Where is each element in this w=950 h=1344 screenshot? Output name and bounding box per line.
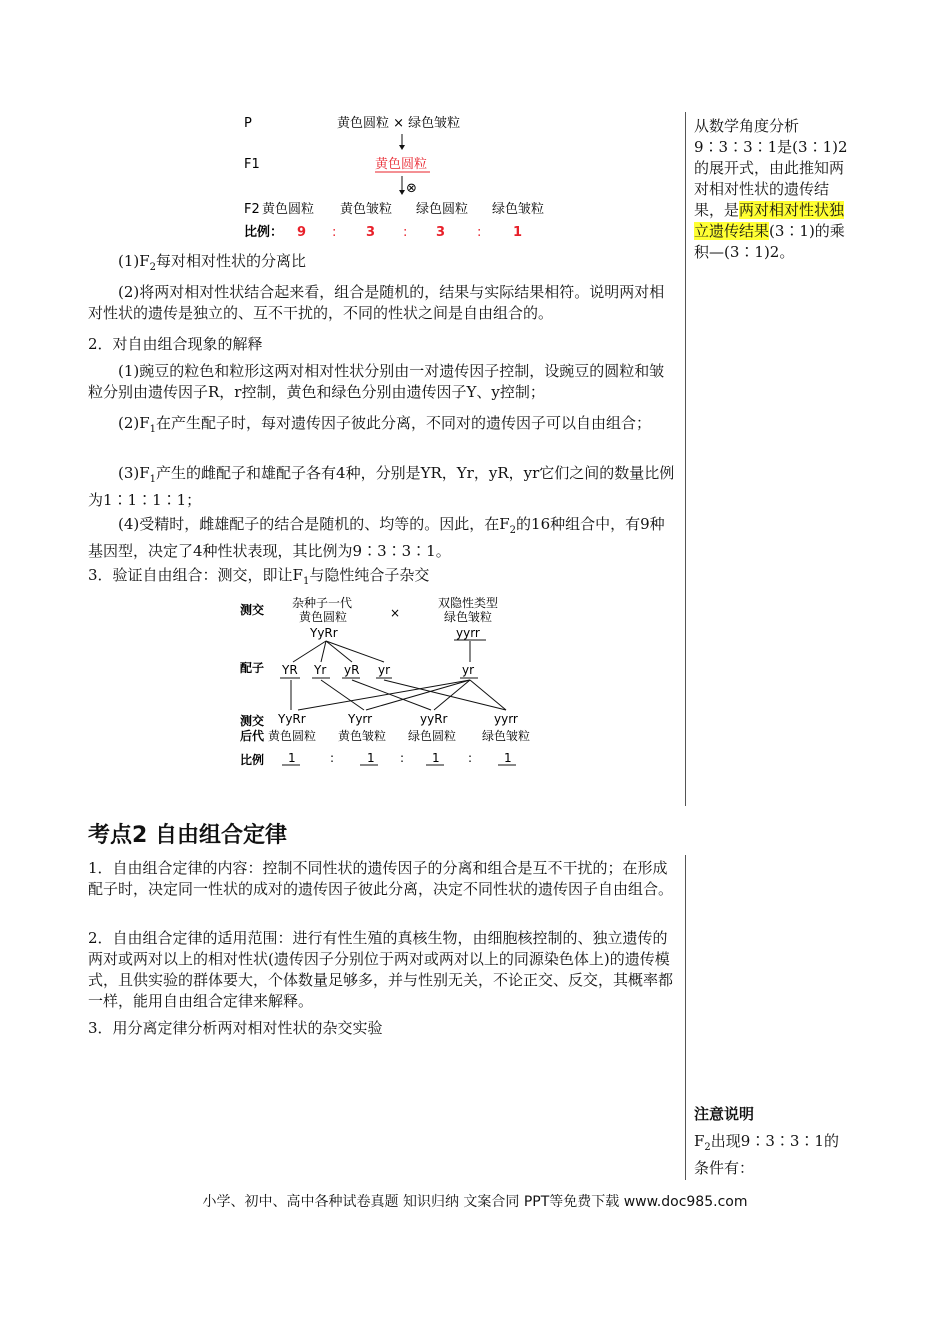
tc-gamete-yR: yR [344, 663, 360, 677]
section-2-title: 2．对自由组合现象的解释 [88, 335, 263, 353]
svg-text::: : [332, 225, 337, 240]
tc-phenotype-4: 绿色皱粒 [482, 729, 531, 743]
para-explain-2: $(2)F_1$在产生配子时，每对遗传因子彼此分离，不同对的遗传因子可以自由组合； [118, 414, 652, 435]
tc-ratio-2: 1 [367, 751, 375, 765]
p-cross: 黄色圆粒 × 绿色皱粒 [337, 116, 461, 131]
ratio-3b: 3 [436, 225, 446, 240]
sidebar-line-5: 果，是两对相对性状独 [694, 201, 845, 219]
svg-text::: : [330, 751, 335, 765]
tc-cross-label: 测交 [240, 603, 265, 617]
ratio-9: 9 [297, 225, 307, 240]
section-3-title: 3．验证自由组合：测交，即让$F_1$与隐性纯合子杂交 [88, 566, 430, 587]
sidebar-line-2: 9∶3∶3∶1是(3∶1)2 [694, 138, 848, 156]
tc-parent1-genotype: YyRr [310, 626, 338, 640]
svg-text::: : [400, 751, 405, 765]
tc-parent2-line1: 双隐性类型 [438, 596, 499, 610]
sidebar-attention-heading: 注意说明 [694, 1105, 755, 1123]
ratio-label: 比例： [244, 225, 284, 240]
sidebar-highlight-1: 两对相对性状独 [739, 201, 845, 219]
sidebar-divider-bottom [685, 855, 686, 1180]
tc-parent1-line2: 黄色圆粒 [299, 610, 348, 624]
f2-item-2: 黄色皱粒 [340, 202, 393, 217]
tc-genotype-1: YyRr [278, 712, 306, 726]
p-label: P [244, 116, 252, 131]
para-f2-ratio: $(1)F_2$每对相对性状的分离比 [118, 252, 307, 273]
para-explain-1: (1)豌豆的粒色和粒形这两对相对性状分别由一对遗传因子控制，设豌豆的圆粒和皱粒分别由遗传因子R，r控制，黄色和绿色分别由遗传因子Y、y控制； [88, 362, 665, 401]
f2-label: F2 [244, 202, 260, 217]
para-combination: (2)将两对相对性状结合起来看，组合是随机的，结果与实际结果相符。说明两对相对性状的遗传是独立的、互不干扰的，不同的性状之间是自由组合的。 [88, 283, 665, 322]
tc-offspring-label-1: 测交 [240, 714, 265, 728]
testcross-figure [236, 592, 546, 772]
tc-ratio-label: 比例 [240, 753, 265, 767]
tc-parent2-line2: 绿色皱粒 [444, 610, 493, 624]
tc-phenotype-3: 绿色圆粒 [408, 729, 457, 743]
sidebar-line-4: 对相对性状的遗传结 [694, 180, 830, 198]
section-heading-independent-assortment: 考点2 自由组合定律 [88, 823, 287, 848]
sidebar-line-3: 的展开式，由此推知两 [694, 159, 845, 177]
sidebar-line-6: 立遗传结果(3∶1)的乘 [694, 222, 845, 240]
dihybrid-cross-figure [240, 112, 570, 242]
tc-ratio-4: 1 [504, 751, 512, 765]
ratio-3a: 3 [366, 225, 376, 240]
tc-gamete-Yr: Yr [314, 663, 327, 677]
svg-text::: : [477, 225, 482, 240]
f2-item-4: 绿色皱粒 [492, 202, 545, 217]
tc-gamete-label: 配子 [240, 661, 265, 675]
page-footer: 小学、初中、高中各种试卷真题 知识归纳 文案合同 PPT等免费下载 www.doc985.com [202, 1194, 748, 1210]
sidebar-line-1: 从数学角度分析 [694, 117, 800, 135]
sidebar-highlight-2: 立遗传结果 [694, 222, 770, 240]
f1-label: F1 [244, 157, 260, 172]
svg-text::: : [468, 751, 473, 765]
tc-ratio-3: 1 [432, 751, 440, 765]
ratio-1: 1 [513, 225, 523, 240]
sidebar-divider-top [685, 112, 686, 806]
tc-phenotype-2: 黄色皱粒 [338, 729, 387, 743]
para-segregation-analysis: 3．用分离定律分析两对相对性状的杂交实验 [88, 1019, 383, 1037]
self-symbol: ⊗ [406, 181, 417, 196]
sidebar-attention-line-2: 条件有： [694, 1159, 755, 1177]
tc-genotype-2: Yyrr [348, 712, 373, 726]
para-explain-3: $(3)F_1$产生的雌配子和雄配子各有4种，分别是YR，Yr，yR，yr它们之间的数量比例为1∶1∶1∶1； [88, 464, 675, 509]
tc-ratio-1: 1 [288, 751, 296, 765]
para-law-scope: 2．自由组合定律的适用范围：进行有性生殖的真核生物，由细胞核控制的、独立遗传的两对或两对以上的相对性状(遗传因子分别位于两对或两对以上的同源染色体上)的遗传模式，且供实验的群体要大，个体数量足够多，并与性别无关，不论正交、反交，其概率都一样，能用自由组合定律来解释。 [88, 929, 674, 1010]
tc-genotype-4: yyrr [494, 712, 518, 726]
sidebar-note-math [694, 116, 874, 263]
f1-value: 黄色圆粒 [375, 157, 428, 172]
tc-phenotype-1: 黄色圆粒 [268, 729, 317, 743]
tc-cross-symbol: × [390, 606, 401, 620]
tc-gamete-yr: yr [378, 663, 391, 677]
tc-genotype-3: yyRr [420, 712, 448, 726]
tc-parent2-genotype: yyrr [456, 626, 480, 640]
f2-item-1: 黄色圆粒 [262, 202, 315, 217]
tc-gamete2-yr: yr [462, 663, 475, 677]
sidebar-line-7: 积—(3∶1)2。 [694, 243, 795, 261]
sidebar-note-attention [694, 1104, 874, 1179]
tc-parent1-line1: 杂种子一代 [292, 596, 353, 610]
sidebar-attention-line-1: $F_2$出现9∶3∶3∶1的 [694, 1132, 839, 1153]
tc-offspring-label-2: 后代 [240, 729, 265, 743]
tc-gamete-YR: YR [282, 663, 298, 677]
para-explain-4: (4)受精时，雌雄配子的结合是随机的、均等的。因此，在$F_2$的16种组合中，有9种基因型，决定了4种性状表现，其比例为9∶3∶3∶1。 [88, 515, 665, 560]
para-law-content: 1．自由组合定律的内容：控制不同性状的遗传因子的分离和组合是互不干扰的；在形成配子时，决定同一性状的成对的遗传因子彼此分离，决定不同性状的遗传因子自由组合。 [88, 859, 674, 898]
f2-item-3: 绿色圆粒 [416, 202, 469, 217]
svg-text::: : [403, 225, 408, 240]
